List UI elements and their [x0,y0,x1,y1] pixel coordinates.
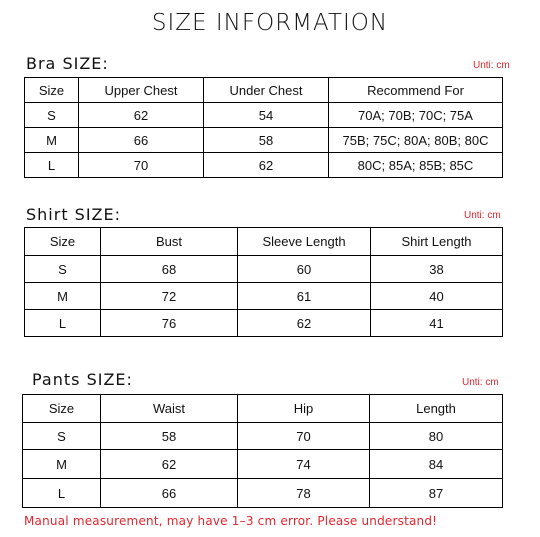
shirt-size-heading: Shirt SIZE: [26,205,122,224]
table-cell: 80C; 85A; 85B; 85C [329,153,503,178]
table-cell: S [23,423,101,450]
table-cell: 72 [101,283,238,310]
table-cell: 76 [101,310,238,337]
table-row [25,256,503,283]
shirt-size-table [24,227,503,337]
table-cell: 62 [238,310,371,337]
table-cell: 41 [371,310,503,337]
table-cell: 70 [238,423,370,450]
table-cell: 62 [79,103,204,128]
table-cell: L [25,153,79,178]
table-header-row [23,395,503,423]
table-row [25,153,503,178]
table-cell: 74 [238,450,370,479]
table-cell: M [23,450,101,479]
table-header-row [25,228,503,256]
header-cell: Bust [101,228,238,256]
pants-size-heading: Pants SIZE: [32,370,133,389]
table-cell: L [23,479,101,508]
table-cell: 58 [101,423,238,450]
header-cell: Size [23,395,101,423]
table-row [25,283,503,310]
bra-size-table [24,77,503,178]
table-cell: M [25,283,101,310]
table-cell: 62 [204,153,329,178]
table-cell: S [25,256,101,283]
pants-size-table [22,394,503,508]
table-cell: 78 [238,479,370,508]
header-cell: Sleeve Length [238,228,371,256]
header-cell: Hip [238,395,370,423]
table-cell: M [25,128,79,153]
table-cell: 84 [370,450,503,479]
table-row [25,310,503,337]
table-cell: 40 [371,283,503,310]
table-row [25,103,503,128]
table-cell: 75B; 75C; 80A; 80B; 80C [329,128,503,153]
table-cell: S [25,103,79,128]
shirt-unit-note: Unti: cm [464,210,501,221]
table-header-row [25,78,503,103]
pants-unit-note: Unti: cm [462,377,499,388]
bra-unit-note: Unti: cm [473,60,510,71]
header-cell: Length [370,395,503,423]
measurement-disclaimer: Manual measurement, may have 1–3 cm error. Please understand! [24,514,438,528]
table-cell: 68 [101,256,238,283]
table-cell: 70A; 70B; 70C; 75A [329,103,503,128]
table-row [23,450,503,479]
header-cell: Recommend For [329,78,503,103]
table-cell: 58 [204,128,329,153]
table-cell: 38 [371,256,503,283]
table-cell: 80 [370,423,503,450]
table-cell: 66 [79,128,204,153]
table-cell: 62 [101,450,238,479]
bra-size-heading: Bra SIZE: [26,54,109,73]
table-row [23,479,503,508]
header-cell: Under Chest [204,78,329,103]
table-cell: 66 [101,479,238,508]
header-cell: Shirt Length [371,228,503,256]
table-cell: 54 [204,103,329,128]
table-cell: 60 [238,256,371,283]
table-cell: L [25,310,101,337]
header-cell: Waist [101,395,238,423]
table-cell: 61 [238,283,371,310]
header-cell: Upper Chest [79,78,204,103]
table-cell: 87 [370,479,503,508]
table-row [25,128,503,153]
header-cell: Size [25,228,101,256]
header-cell: Size [25,78,79,103]
table-cell: 70 [79,153,204,178]
page-title: SIZE INFORMATION [151,10,389,36]
table-row [23,423,503,450]
